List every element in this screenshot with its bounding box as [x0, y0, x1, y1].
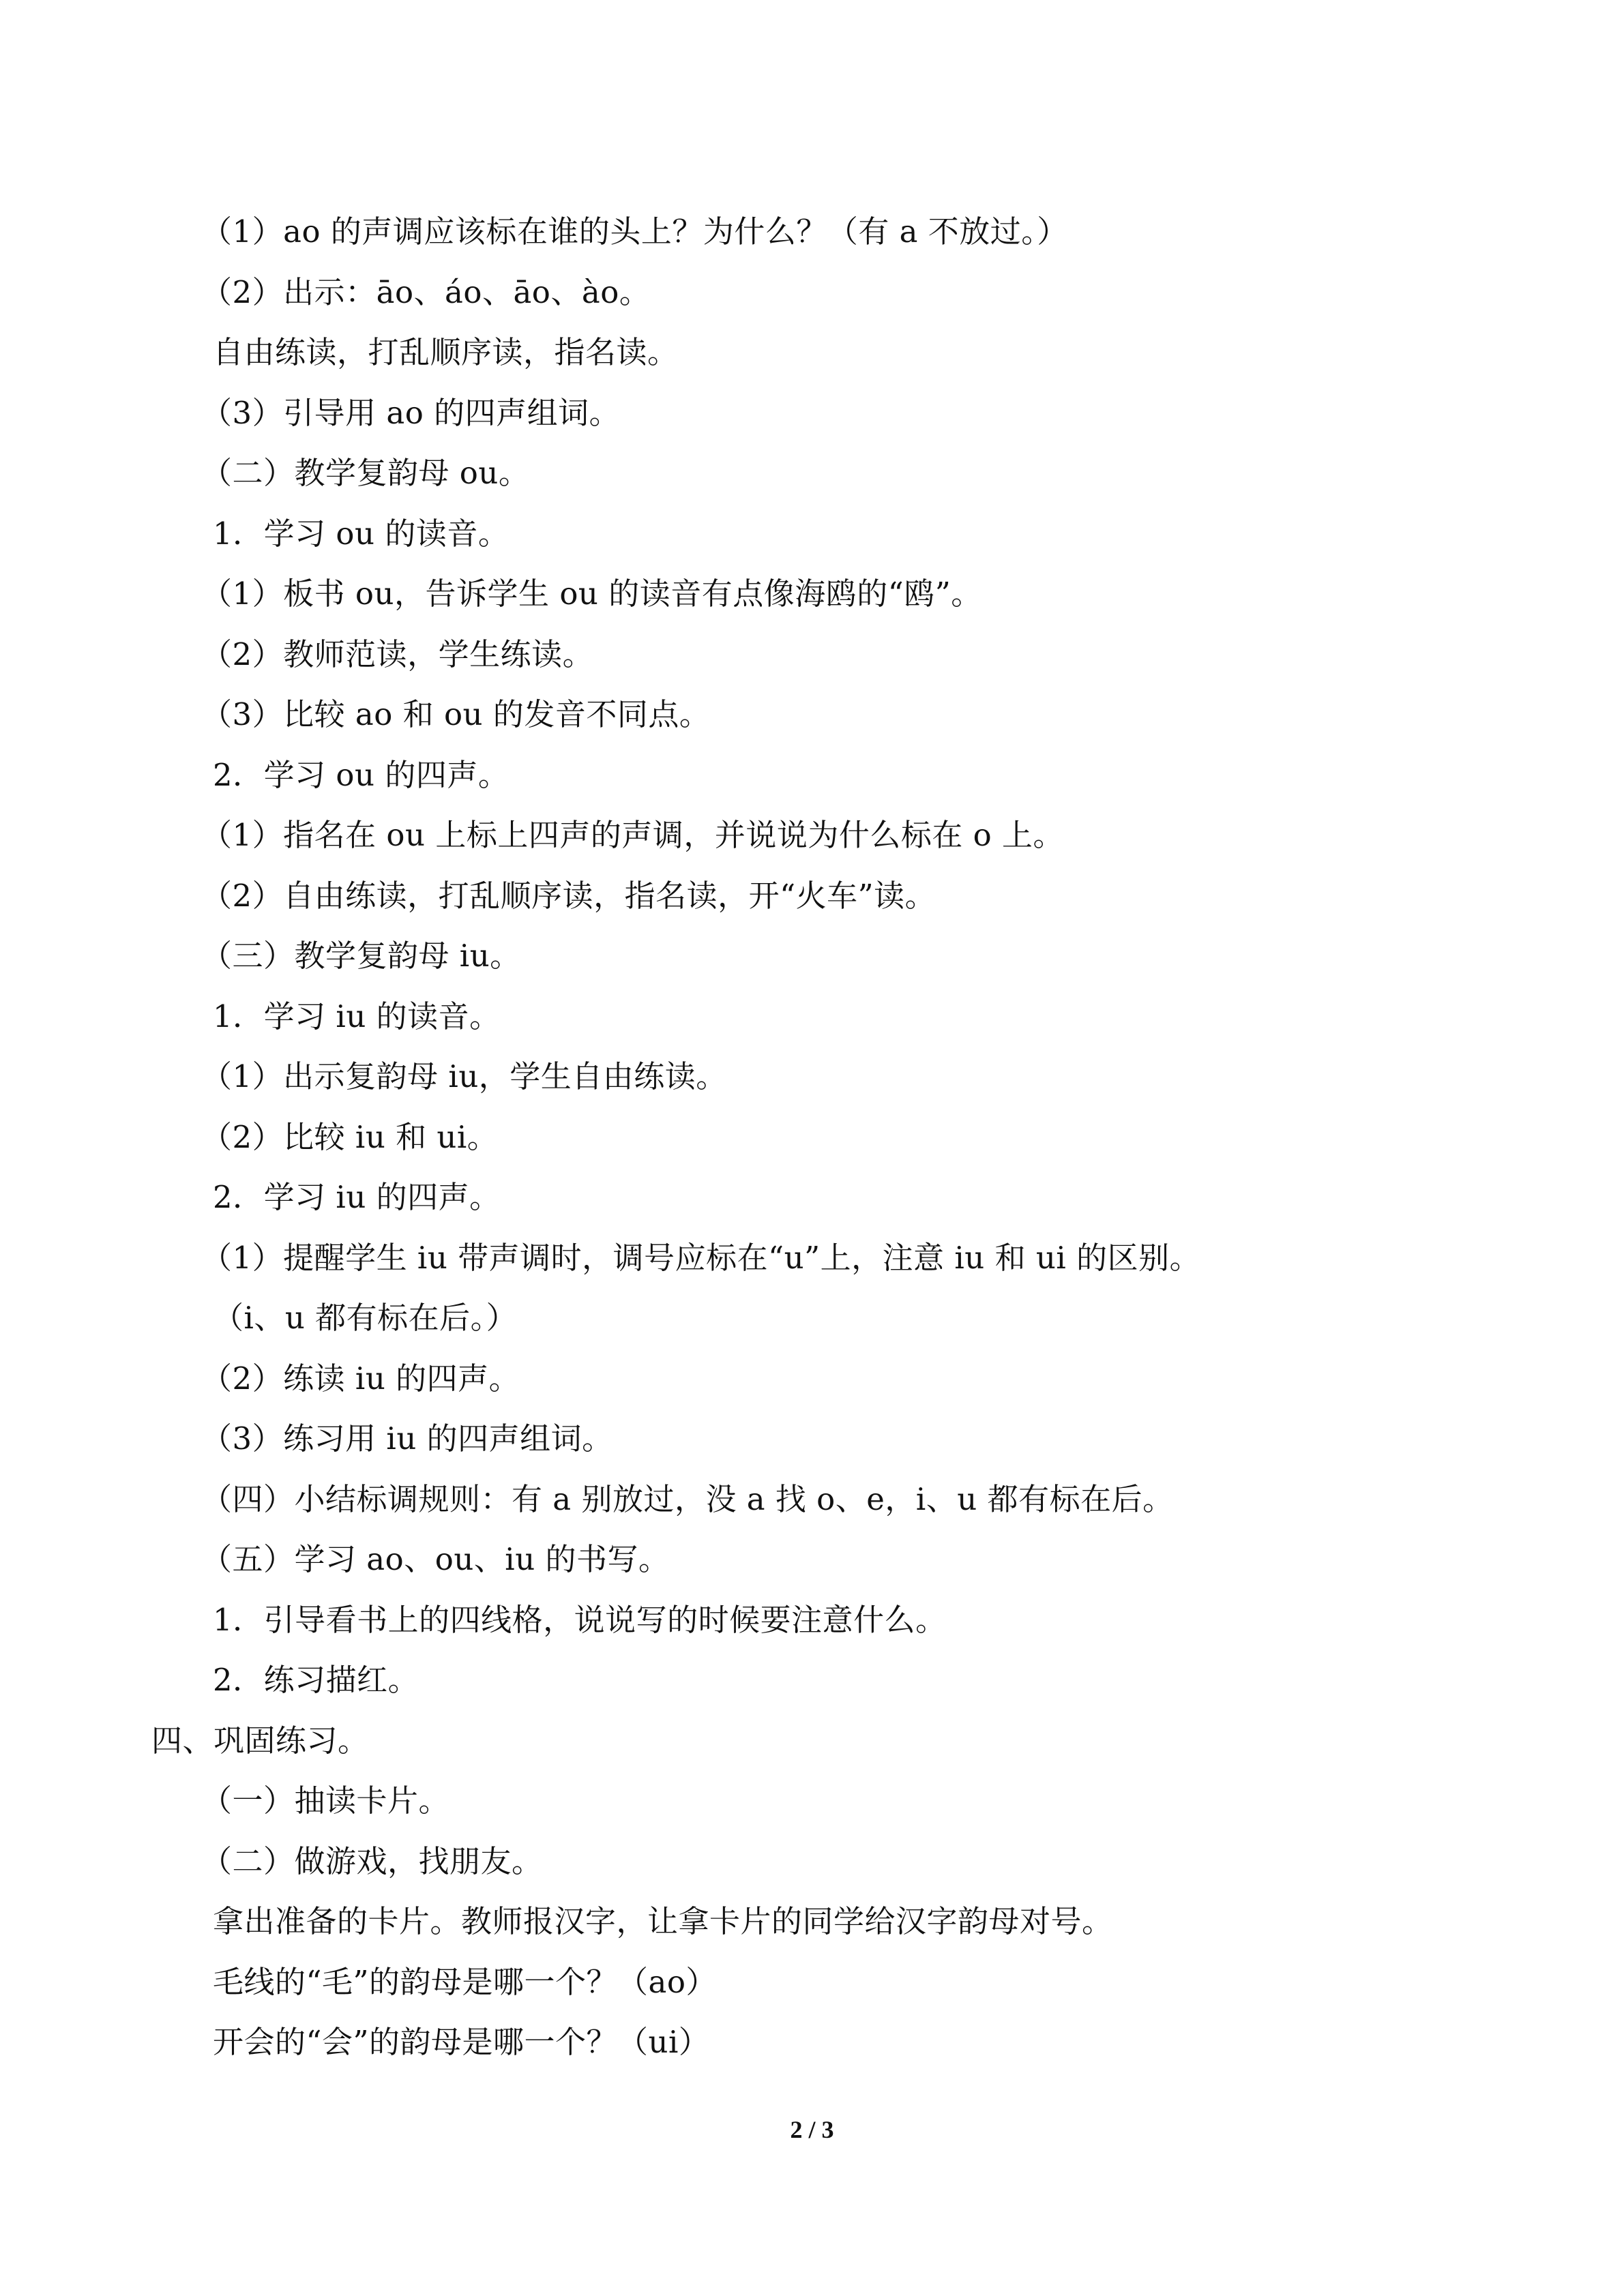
text-line: 2．学习 iu 的四声。: [213, 1179, 501, 1215]
text-line: 自由练读，打乱顺序读，指名读。: [213, 334, 679, 370]
text-line: （3）引导用 ao 的四声组词。: [201, 395, 621, 431]
text-line: 2．练习描红。: [213, 1662, 419, 1698]
text-line: （i、u 都有标在后。）: [213, 1300, 518, 1336]
text-line: （五）学习 ao、ou、iu 的书写。: [201, 1541, 670, 1577]
text-line: 开会的“会”的韵母是哪一个？（ui）: [213, 2024, 710, 2060]
text-line: （1）提醒学生 iu 带声调时，调号应标在“u”上，注意 iu 和 ui 的区别。: [201, 1240, 1201, 1276]
text-line: （1）指名在 ou 上标上四声的声调，并说说为什么标在 o 上。: [201, 817, 1065, 853]
text-line: 1．引导看书上的四线格，说说写的时候要注意什么。: [213, 1602, 947, 1638]
text-line: （2）比较 iu 和 ui。: [201, 1119, 499, 1155]
text-line: （2）练读 iu 的四声。: [201, 1360, 520, 1397]
text-line: （四）小结标调规则：有 a 别放过，没 a 找 o、e，i、u 都有标在后。: [201, 1481, 1174, 1517]
text-line: （二）做游戏，找朋友。: [201, 1843, 543, 1879]
text-line: （2）教师范读，学生练读。: [201, 636, 594, 672]
text-line: （三）教学复韵母 iu。: [201, 938, 521, 974]
text-line: 1．学习 ou 的读音。: [213, 516, 510, 552]
page-number: 2 / 3: [790, 2116, 834, 2143]
text-line: （2）自由练读，打乱顺序读，指名读，开“火车”读。: [201, 878, 936, 914]
text-line: 四、巩固练习。: [151, 1723, 369, 1759]
text-line: 毛线的“毛”的韵母是哪一个？（ao）: [213, 1964, 717, 2000]
text-line: （3）练习用 iu 的四声组词。: [201, 1420, 613, 1457]
text-line: （二）教学复韵母 ou。: [201, 455, 530, 491]
text-line: （一）抽读卡片。: [201, 1783, 450, 1819]
text-line: 拿出准备的卡片。教师报汉字，让拿卡片的同学给汉字韵母对号。: [213, 1903, 1113, 1939]
text-line: 2．学习 ou 的四声。: [213, 757, 510, 793]
text-line: （1）出示复韵母 iu，学生自由练读。: [201, 1058, 727, 1094]
text-line: （1）ao 的声调应该标在谁的头上？为什么？（有 a 不放过。）: [201, 213, 1068, 250]
text-line: 1．学习 iu 的读音。: [213, 998, 501, 1034]
text-line: （2）出示：āo、áo、āo、ào。: [201, 274, 651, 310]
text-line: （1）板书 ou，告诉学生 ou 的读音有点像海鸥的“鸥”。: [201, 576, 982, 612]
text-line: （3）比较 ao 和 ou 的发音不同点。: [201, 696, 711, 732]
